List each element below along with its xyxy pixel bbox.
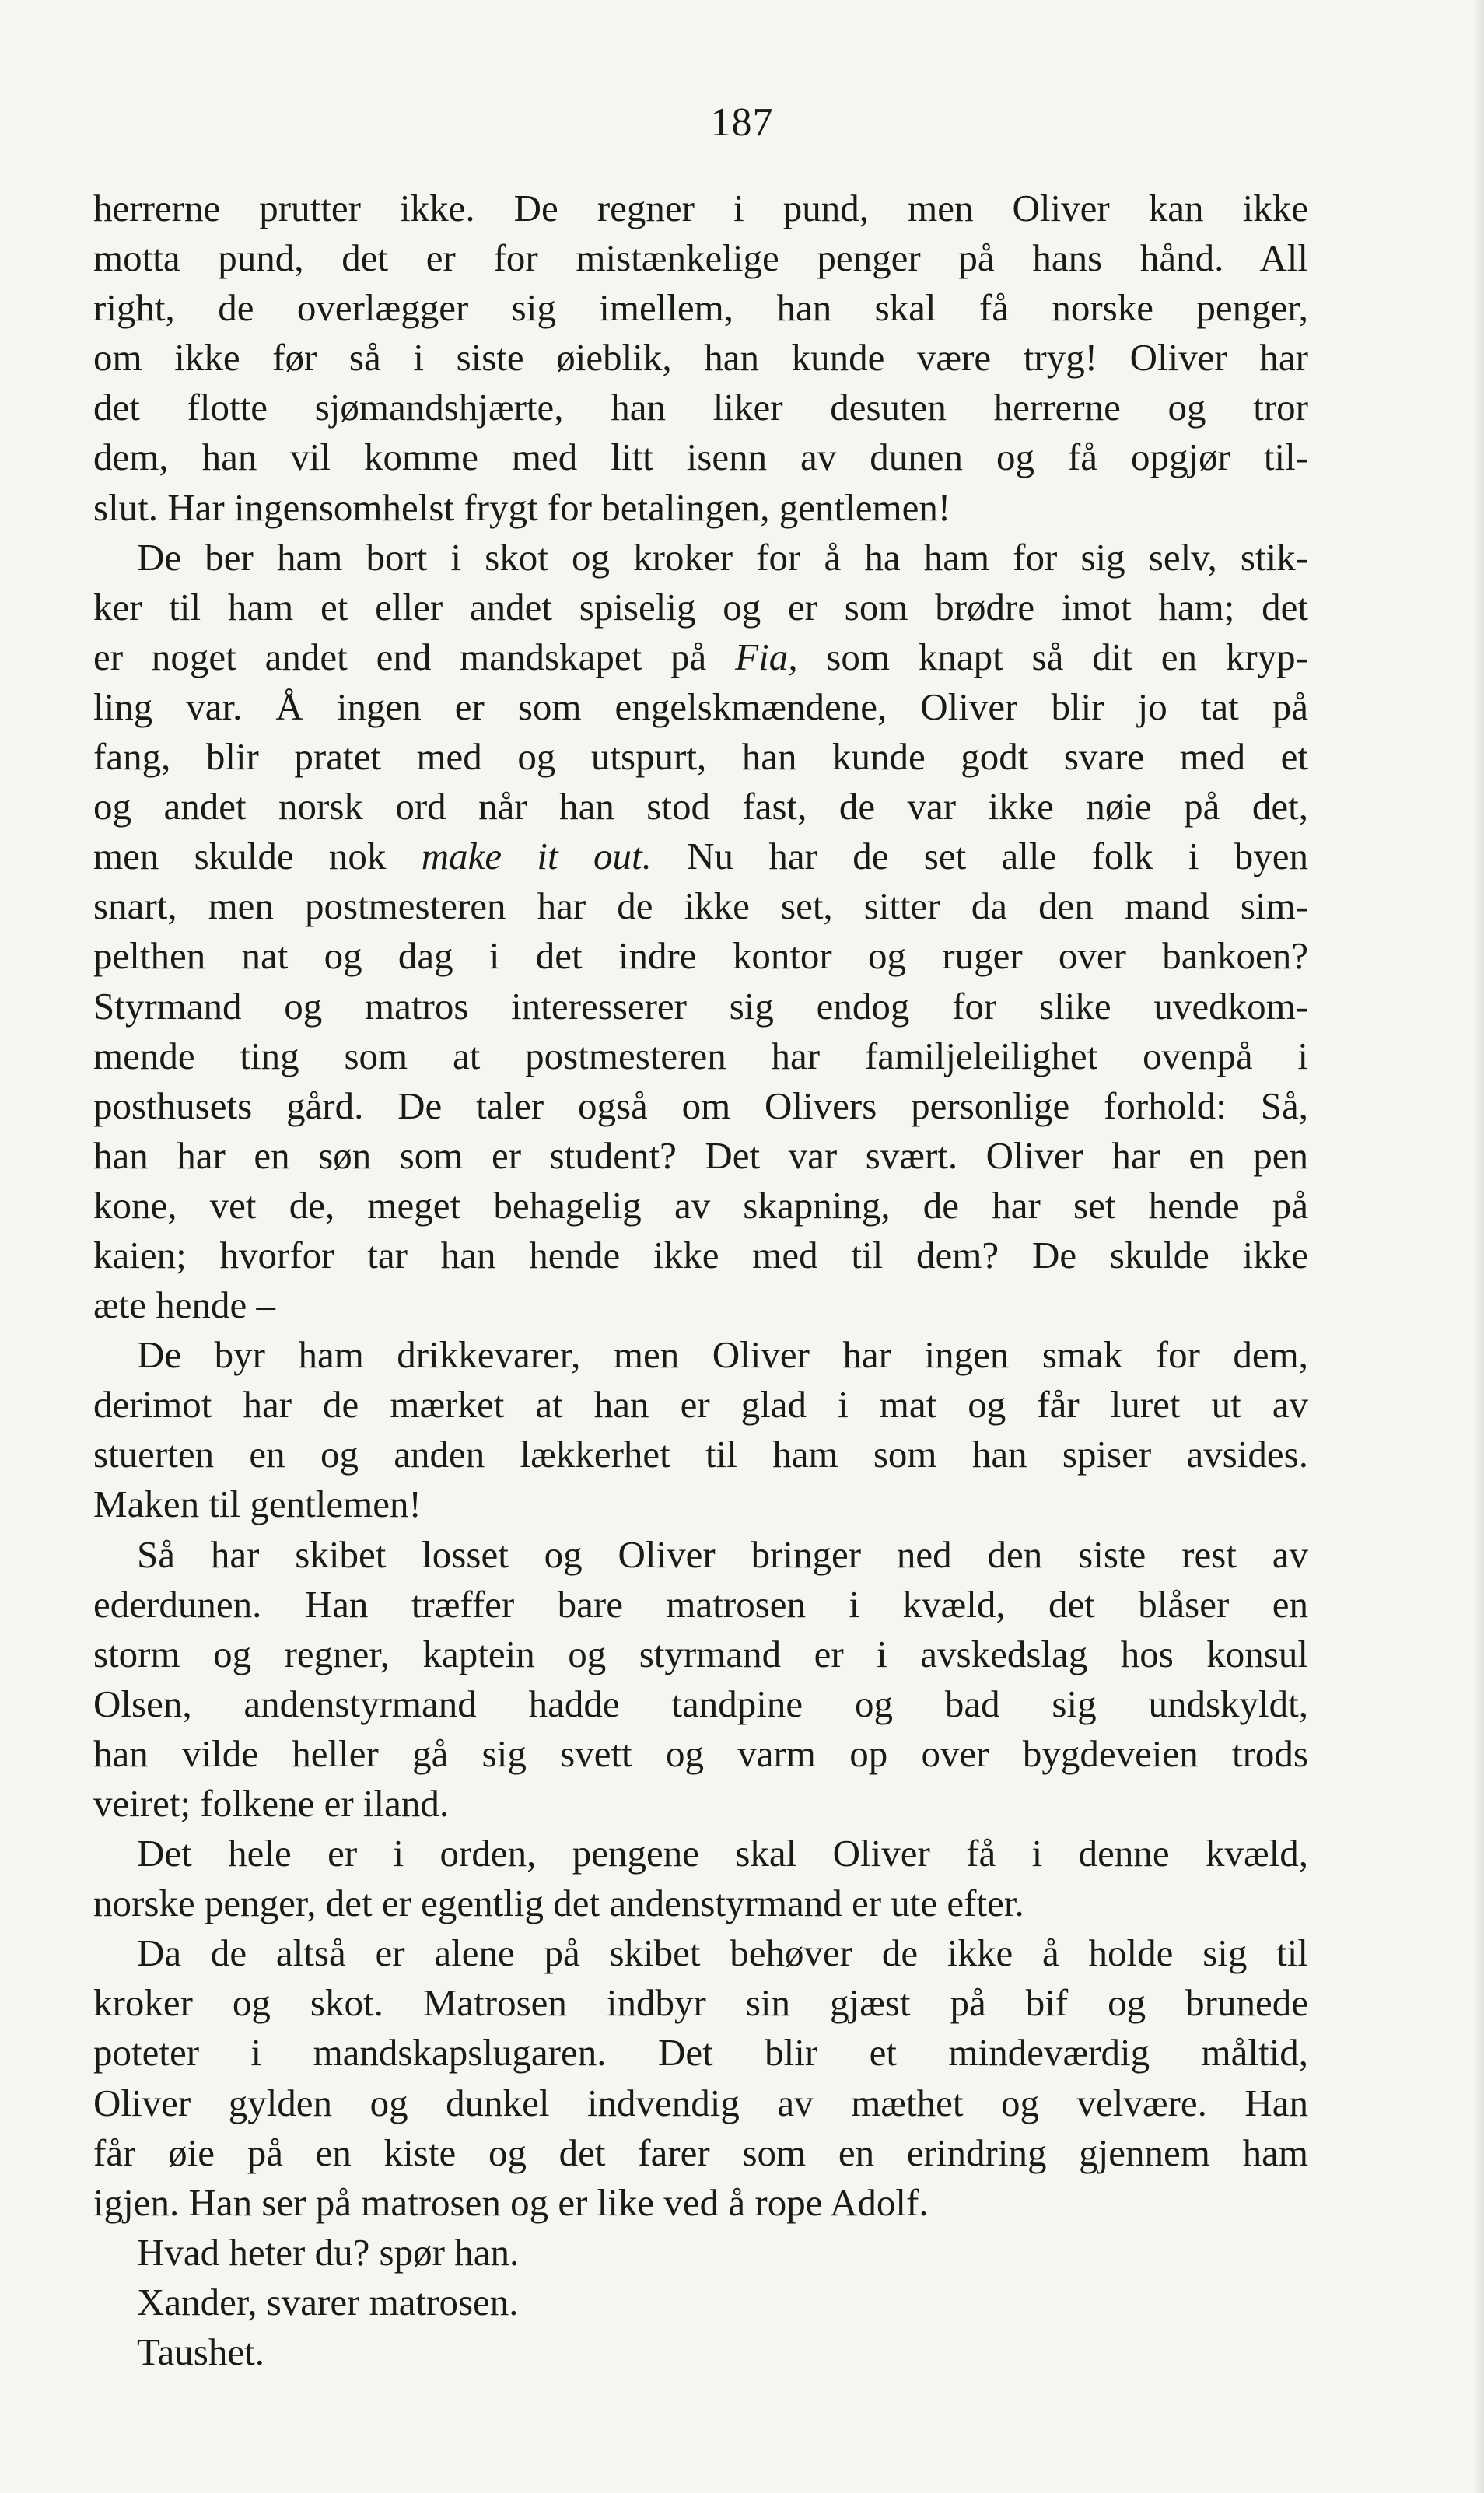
text-line: right, de overlægger sig imellem, han skal få norske penger, (93, 286, 1308, 330)
italic-text: make it out. (421, 835, 652, 878)
text-line: Xander, svarer matrosen. (137, 2280, 519, 2323)
text-line: Taushet. (137, 2330, 264, 2374)
text-line: dem, han vil komme med litt isenn av dunen og få opgjør til- (93, 436, 1308, 479)
text-line: herrerne prutter ikke. De regner i pund, men Oliver kan ikke (93, 187, 1308, 229)
text-line: posthusets gård. De taler også om Olivers personlige forhold: Så, (93, 1084, 1308, 1127)
page-number: 187 (710, 100, 774, 145)
page-edge-shadow (1473, 0, 1484, 2493)
text-line: mende ting som at postmesteren har familjeleilighet ovenpå i (93, 1034, 1308, 1077)
text-line: Olsen, andenstyrmand hadde tandpine og bad sig undskyldt, (93, 1682, 1308, 1725)
text-line: veiret; folkene er iland. (93, 1782, 450, 1825)
text-line: Oliver gylden og dunkel indvendig av mæthet og velvære. Han (93, 2081, 1308, 2124)
text-line: pelthen nat og dag i det indre kontor og ruger over bankoen? (93, 934, 1308, 978)
text-line: kone, vet de, meget behagelig av skapning, de har set hende på (93, 1183, 1308, 1227)
text-line: kroker og skot. Matrosen indbyr sin gjæst på bif og brunede (93, 1981, 1308, 2025)
text-line: ker til ham et eller andet spiselig og er som brødre imot ham; det (93, 585, 1308, 629)
text-line: æte hende – (93, 1283, 276, 1327)
text-line: men skulde nok make it out. Nu har de set alle folk i byen (93, 835, 1308, 878)
text-line: De byr ham drikkevarer, men Oliver har ingen smak for dem, (137, 1333, 1308, 1377)
text-line: ederdunen. Han træffer bare matrosen i kvæld, det blåser en (93, 1582, 1308, 1626)
text-line: og andet norsk ord når han stod fast, de var ikke nøie på det, (93, 785, 1308, 828)
text-line: derimot har de mærket at han er glad i mat og får luret ut av (93, 1383, 1308, 1427)
text-line: snart, men postmesteren har de ikke set, sitter da den mand sim- (93, 884, 1308, 928)
text-line: er noget andet end mandskapet på Fia, som knapt så dit en kryp- (93, 635, 1308, 678)
text-line: Maken til gentlemen! (93, 1483, 422, 1526)
italic-text: Fia, (735, 635, 798, 678)
text-line: det flotte sjømandshjærte, han liker desuten herrerne og tror (93, 386, 1308, 429)
text-line: Hvad heter du? spør han. (137, 2230, 520, 2274)
body-text (93, 184, 1308, 2377)
text-line: Da de altså er alene på skibet behøver de ikke å holde sig til (137, 1931, 1308, 1975)
text-line: igjen. Han ser på matrosen og er like ved å rope Adolf. (93, 2180, 929, 2224)
text-line: Det hele er i orden, pengene skal Oliver få i denne kvæld, (137, 1832, 1308, 1875)
text-line: han vilde heller gå sig svett og varm op over bygdeveien trods (93, 1731, 1308, 1775)
text-line: poteter i mandskapslugaren. Det blir et mindeværdig måltid, (93, 2031, 1308, 2075)
text-line: om ikke før så i siste øieblik, han kunde være tryg! Oliver har (93, 336, 1308, 380)
text-line: får øie på en kiste og det farer som en erindring gjennem ham (93, 2131, 1308, 2174)
text-line: fang, blir pratet med og utspurt, han kunde godt svare med et (93, 735, 1308, 779)
text-line: slut. Har ingensomhelst frygt for betalingen, gentlemen! (93, 485, 951, 529)
text-line: Styrmand og matros interesserer sig endog for slike uvedkom- (93, 984, 1308, 1028)
text-line: stuerten en og anden lækkerhet til ham som han spiser avsides. (93, 1433, 1308, 1476)
text-line: motta pund, det er for mistænkelige penger på hans hånd. All (93, 236, 1308, 280)
text-line: De ber ham bort i skot og kroker for å ha ham for sig selv, stik- (137, 535, 1308, 579)
text-line: Så har skibet losset og Oliver bringer ned den siste rest av (137, 1532, 1308, 1576)
text-line: ling var. Å ingen er som engelskmændene, Oliver blir jo tat på (93, 685, 1308, 728)
text-line: norske penger, det er egentlig det andenstyrmand er ute efter. (93, 1882, 1024, 1925)
text-line: han har en søn som er student? Det var svært. Oliver har en pen (93, 1133, 1308, 1177)
text-line: storm og regner, kaptein og styrmand er i avskedslag hos konsul (93, 1632, 1308, 1675)
text-line: kaien; hvorfor tar han hende ikke med til dem? De skulde ikke (93, 1233, 1308, 1276)
